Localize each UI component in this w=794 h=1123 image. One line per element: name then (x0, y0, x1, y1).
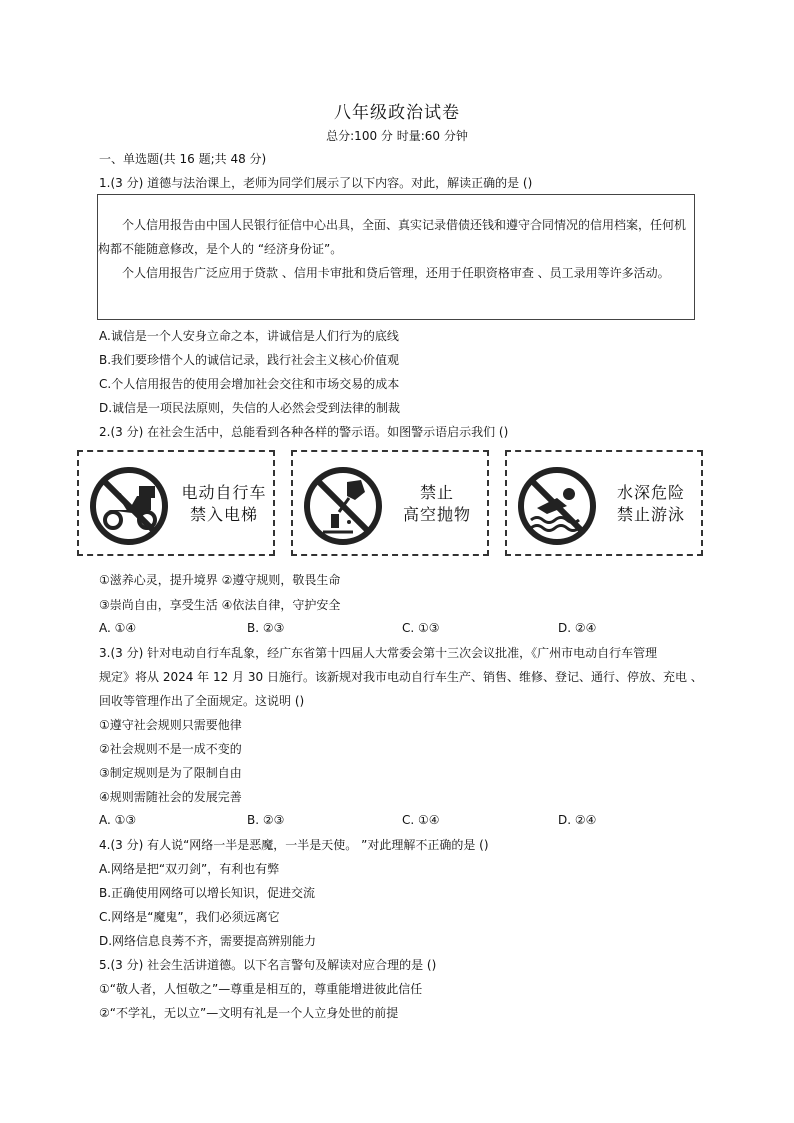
q2-items-line2: ③崇尚自由，享受生活 ④依法自律，守护安全 (99, 598, 341, 612)
page-title: 八年级政治试卷 (334, 103, 460, 123)
section-heading: 一、单选题(共 16 题;共 48 分) (99, 152, 267, 166)
sign-no-ebike-line1: 电动自行车 (181, 483, 267, 502)
sign-no-swimming-line2: 禁止游泳 (616, 505, 685, 524)
q3-choice-b: B. ②③ (247, 813, 285, 827)
exam-meta: 总分:100 分 时量:60 分钟 (326, 129, 468, 143)
q3-item-4: ④规则需随社会的发展完善 (99, 790, 242, 804)
q4-option-d: D.网络信息良莠不齐，需要提高辨别能力 (99, 934, 317, 948)
q1-material-box (97, 194, 695, 320)
no-swimming-icon (517, 460, 601, 548)
sign-no-swimming-line1: 水深危险 (616, 483, 685, 502)
q4-option-a: A.网络是把“双刃剑”，有利也有弊 (99, 862, 280, 876)
q2-items-line1: ①滋养心灵，提升境界 ②遵守规则，敬畏生命 (99, 573, 341, 587)
sign-no-ebike-line2: 禁入电梯 (189, 505, 258, 524)
no-ebike-icon (89, 460, 173, 548)
q3-choice-a: A. ①③ (99, 813, 137, 827)
q2-sign-images (77, 450, 705, 556)
sign-no-ebike (77, 450, 275, 556)
q3-choice-d: D. ②④ (558, 813, 597, 827)
q1-stem: 1.(3 分) 道德与法治课上，老师为同学们展示了以下内容。对此，解读正确的是 () (99, 176, 533, 190)
q4-stem: 4.(3 分) 有人说“网络一半是恶魔，一半是天使。 ”对此理解不正确的是 () (99, 838, 489, 852)
q4-option-c: C.网络是“魔鬼”，我们必须远离它 (99, 910, 280, 924)
q2-choice-a: A. ①④ (99, 621, 137, 635)
q3-stem-line2: 规定》将从 2024 年 12 月 30 日施行。该新规对我市电动自行车生产、销售、维修、登记、通行、停放、充电 、 (99, 670, 703, 684)
q3-item-3: ③制定规则是为了限制自由 (99, 766, 242, 780)
q3-item-1: ①遵守社会规则只需要他律 (99, 718, 242, 732)
q1-option-c: C.个人信用报告的使用会增加社会交往和市场交易的成本 (99, 377, 400, 391)
q5-stem: 5.(3 分) 社会生活讲道德。以下名言警句及解读对应合理的是 () (99, 958, 437, 972)
sign-no-swimming (505, 450, 703, 556)
q2-choice-b: B. ②③ (247, 621, 285, 635)
q2-stem: 2.(3 分) 在社会生活中，总能看到各种各样的警示语。如图警示语启示我们 () (99, 425, 509, 439)
q2-choice-d: D. ②④ (558, 621, 597, 635)
q3-item-2: ②社会规则不是一成不变的 (99, 742, 242, 756)
sign-no-throwing (291, 450, 489, 556)
q4-option-b: B.正确使用网络可以增长知识，促进交流 (99, 886, 316, 900)
q1-material-p1: 个人信用报告由中国人民银行征信中心出具，全面、真实记录借债还钱和遵守合同情况的信用档案，任何机构都不能随意修改，是个人的 “经济身份证”。 (98, 218, 687, 256)
no-throwing-icon (303, 460, 387, 548)
q2-choice-c: C. ①③ (402, 621, 440, 635)
q3-stem-line1: 3.(3 分) 针对电动自行车乱象，经广东省第十四届人大常委会第十三次会议批准，《广州市电动自行车管理 (99, 646, 658, 660)
q5-item-2: ②“不学礼，无以立”—文明有礼是一个人立身处世的前提 (99, 1006, 399, 1020)
sign-no-throwing-line1: 禁止 (419, 483, 454, 502)
q1-option-a: A.诚信是一个人安身立命之本，讲诚信是人们行为的底线 (99, 329, 399, 343)
q5-item-1: ①“敬人者，人恒敬之”—尊重是相互的，尊重能增进彼此信任 (99, 982, 423, 996)
q3-stem-line3: 回收等管理作出了全面规定。这说明 () (99, 694, 305, 708)
q1-material-p2: 个人信用报告广泛应用于贷款 、信用卡审批和贷后管理，还用于任职资格审查 、员工录用等许多活动。 (122, 266, 670, 280)
sign-no-throwing-line2: 高空抛物 (402, 505, 471, 524)
q1-option-d: D.诚信是一项民法原则，失信的人必然会受到法律的制裁 (99, 401, 401, 415)
q3-choice-c: C. ①④ (402, 813, 440, 827)
q1-option-b: B.我们要珍惜个人的诚信记录，践行社会主义核心价值观 (99, 353, 400, 367)
